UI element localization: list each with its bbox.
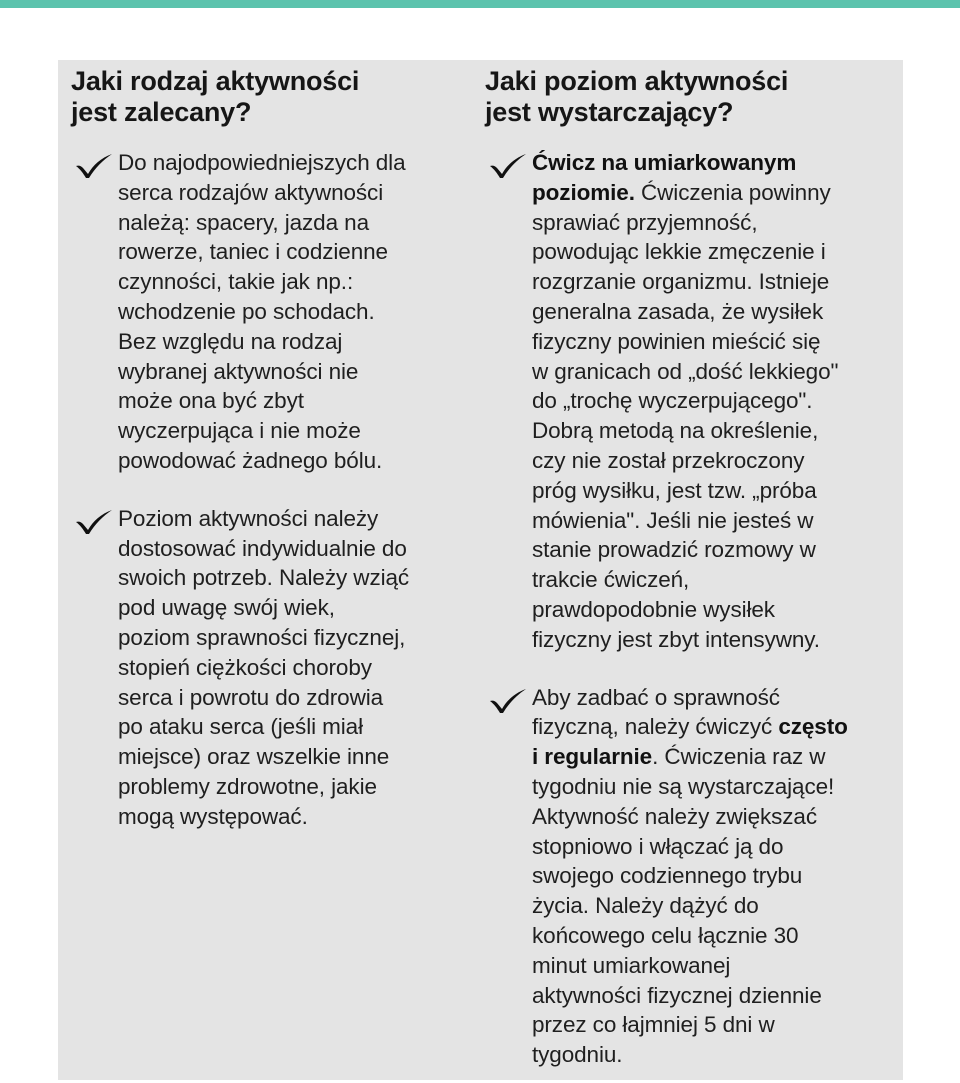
text-line: poziom sprawności fizycznej, bbox=[118, 624, 406, 650]
text-line: powodować żadnego bólu. bbox=[118, 447, 383, 473]
text-line: może ona być zbyt bbox=[118, 388, 304, 414]
text-line: wchodzenie po schodach. bbox=[118, 298, 375, 324]
checkmark-icon bbox=[75, 509, 113, 535]
left-bullet-1 bbox=[71, 148, 466, 476]
text-line: w granicach od „dość lekkiego" bbox=[532, 358, 839, 384]
text-line: powodując lekkie zmęczenie i bbox=[532, 239, 826, 265]
text-line: tygodniu. bbox=[532, 1042, 623, 1068]
text-line: fizyczny powinien mieścić się bbox=[532, 328, 821, 354]
text-line bbox=[532, 742, 890, 772]
text-line: serca rodzajów aktywności bbox=[118, 179, 384, 205]
plain-text: fizyczną, należy ćwiczyć bbox=[532, 714, 779, 740]
text-line: należą: spacery, jazda na bbox=[118, 209, 369, 235]
text-line: tygodniu nie są wystarczające! bbox=[532, 773, 835, 799]
text-line: przez co łajmniej 5 dni w bbox=[532, 1012, 775, 1038]
right-title-line: Jaki poziom aktywności bbox=[485, 66, 789, 96]
text-line: stopień ciężkości choroby bbox=[118, 654, 372, 680]
right-bullet-2 bbox=[485, 683, 890, 1070]
text-line: próg wysiłku, jest tzw. „próba bbox=[532, 477, 817, 503]
text-line: rowerze, taniec i codzienne bbox=[118, 239, 388, 265]
text-line: wyczerpująca i nie może bbox=[118, 418, 361, 444]
text-line: swojego codziennego trybu bbox=[532, 863, 803, 889]
bold-text: poziomie. bbox=[532, 179, 635, 205]
plain-text: . Ćwiczenia raz w bbox=[652, 744, 826, 770]
text-line: fizyczny jest zbyt intensywny. bbox=[532, 626, 820, 652]
text-line: problemy zdrowotne, jakie bbox=[118, 773, 377, 799]
text-line: aktywności fizycznej dziennie bbox=[532, 982, 822, 1008]
left-title-line: Jaki rodzaj aktywności bbox=[71, 66, 360, 96]
text-line: życia. Należy dążyć do bbox=[532, 893, 759, 919]
right-bullet-1 bbox=[485, 148, 890, 655]
text-line: Dobrą metodą na określenie, bbox=[532, 418, 819, 444]
text-line: pod uwagę swój wiek, bbox=[118, 595, 335, 621]
text-line: trakcie ćwiczeń, bbox=[532, 567, 690, 593]
left-column bbox=[71, 66, 466, 832]
text-line bbox=[532, 148, 890, 178]
right-column bbox=[485, 66, 890, 1070]
text-line bbox=[532, 712, 890, 742]
left-title-line: jest zalecany? bbox=[71, 97, 252, 127]
text-line: generalna zasada, że wysiłek bbox=[532, 298, 824, 324]
text-line: minut umiarkowanej bbox=[532, 952, 731, 978]
text-line: wybranej aktywności nie bbox=[118, 358, 359, 384]
text-line: stopniowo i włączać ją do bbox=[532, 833, 784, 859]
text-line: po ataku serca (jeśli miał bbox=[118, 714, 363, 740]
text-line: Aktywność należy zwiększać bbox=[532, 803, 818, 829]
plain-text: Ćwiczenia powinny bbox=[634, 179, 831, 205]
text-line: czynności, takie jak np.: bbox=[118, 269, 354, 295]
text-line: Do najodpowiedniejszych dla bbox=[118, 150, 406, 175]
text-line: prawdopodobnie wysiłek bbox=[532, 596, 775, 622]
text-line: swoich potrzeb. Należy wziąć bbox=[118, 565, 410, 591]
bold-text: i regularnie bbox=[532, 744, 653, 770]
checkmark-icon bbox=[489, 153, 527, 179]
checkmark-icon bbox=[489, 688, 527, 714]
text-line: dostosować indywidualnie do bbox=[118, 535, 407, 561]
right-section-title bbox=[485, 66, 890, 128]
right-title-line: jest wystarczający? bbox=[485, 97, 734, 127]
text-line: stanie prowadzić rozmowy w bbox=[532, 537, 816, 563]
text-line: Poziom aktywności należy bbox=[118, 505, 379, 531]
text-line bbox=[532, 178, 890, 208]
text-line: Aby zadbać o sprawność bbox=[532, 684, 780, 710]
text-line: rozgrzanie organizmu. Istnieje bbox=[532, 269, 830, 295]
text-line: Bez względu na rodzaj bbox=[118, 328, 343, 354]
checkmark-icon bbox=[75, 153, 113, 179]
text-line: końcowego celu łącznie 30 bbox=[532, 922, 799, 948]
text-line: sprawiać przyjemność, bbox=[532, 209, 758, 235]
text-line: miejsce) oraz wszelkie inne bbox=[118, 744, 390, 770]
top-accent-stripe bbox=[0, 0, 960, 8]
bold-text: Ćwicz na umiarkowanym bbox=[532, 150, 797, 175]
left-bullet-2 bbox=[71, 504, 466, 832]
text-line: serca i powrotu do zdrowia bbox=[118, 684, 384, 710]
text-line: czy nie został przekroczony bbox=[532, 447, 805, 473]
text-line: do „trochę wyczerpującego". bbox=[532, 388, 813, 414]
bold-text: często bbox=[778, 714, 848, 740]
text-line: mogą występować. bbox=[118, 803, 308, 829]
left-section-title bbox=[71, 66, 466, 128]
text-line: mówienia". Jeśli nie jesteś w bbox=[532, 507, 814, 533]
